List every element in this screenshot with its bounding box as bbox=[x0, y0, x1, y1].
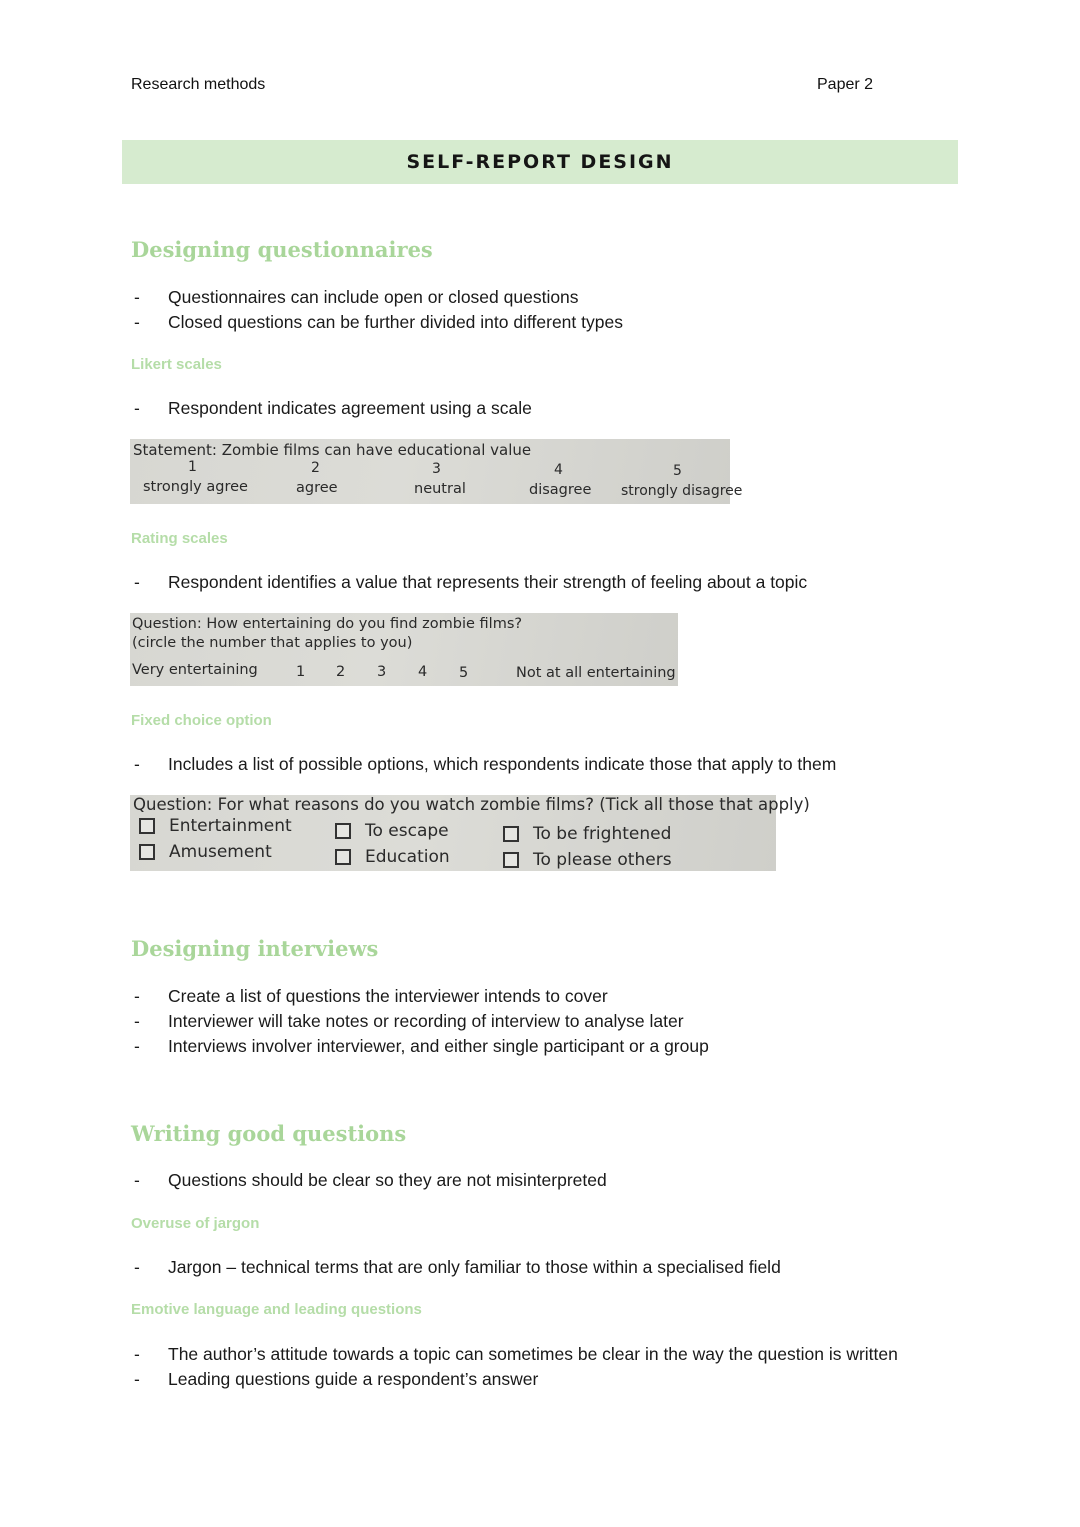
checkbox-icon bbox=[503, 826, 519, 842]
header-left: Research methods bbox=[131, 76, 266, 93]
option-row: To be frightened bbox=[503, 824, 671, 844]
subsection-title-fixed-choice: Fixed choice option bbox=[131, 712, 272, 729]
likert-statement: Statement: Zombie films can have educational value bbox=[133, 441, 532, 459]
rating-example-image bbox=[130, 613, 678, 686]
fixed-choice-example-image bbox=[130, 795, 810, 871]
fixed-choice-question: Question: For what reasons do you watch zombie films? (Tick all those that apply) bbox=[133, 795, 810, 814]
likert-num: 4 bbox=[554, 462, 563, 478]
rating-question: Question: How entertaining do you find zombie films? bbox=[132, 616, 523, 632]
likert-label: disagree bbox=[529, 482, 592, 498]
page-title: SELF-REPORT DESIGN bbox=[406, 151, 674, 173]
likert-label: neutral bbox=[414, 481, 466, 497]
checkbox-icon bbox=[139, 818, 155, 834]
rating-number: 3 bbox=[377, 664, 387, 680]
section-title-questionnaires: Designing questionnaires bbox=[131, 237, 433, 262]
rating-number: 5 bbox=[459, 665, 469, 681]
title-banner bbox=[122, 140, 958, 184]
checkbox-icon bbox=[139, 844, 155, 860]
rating-right-anchor: Not at all entertaining bbox=[516, 665, 676, 681]
section-title-interviews: Designing interviews bbox=[131, 936, 379, 961]
subsection-title-likert: Likert scales bbox=[131, 356, 222, 373]
option-row: Amusement bbox=[139, 842, 272, 862]
subsection-title-rating: Rating scales bbox=[131, 530, 228, 547]
option-row: Entertainment bbox=[139, 816, 292, 836]
section-title-good-questions: Writing good questions bbox=[131, 1121, 407, 1146]
likert-num: 1 bbox=[188, 459, 197, 475]
checkbox-icon bbox=[335, 823, 351, 839]
rating-number: 1 bbox=[296, 664, 306, 680]
likert-num: 5 bbox=[673, 463, 682, 479]
likert-label: strongly disagree bbox=[621, 483, 743, 499]
likert-example-image bbox=[130, 439, 743, 504]
subsection-title-jargon: Overuse of jargon bbox=[131, 1215, 260, 1232]
header-right: Paper 2 bbox=[817, 76, 874, 93]
rating-left-anchor: Very entertaining bbox=[132, 662, 258, 678]
option-row: Education bbox=[335, 847, 450, 867]
likert-num: 2 bbox=[311, 460, 320, 476]
option-row: To escape bbox=[335, 821, 449, 841]
rating-instruction: (circle the number that applies to you) bbox=[132, 635, 413, 651]
rating-number: 4 bbox=[418, 664, 428, 680]
rating-number: 2 bbox=[336, 664, 346, 680]
likert-num: 3 bbox=[432, 461, 441, 477]
likert-label: agree bbox=[296, 480, 338, 496]
subsection-title-emotive: Emotive language and leading questions bbox=[131, 1301, 422, 1318]
likert-label: strongly agree bbox=[143, 479, 248, 495]
checkbox-icon bbox=[335, 849, 351, 865]
option-row: To please others bbox=[503, 850, 672, 870]
checkbox-icon bbox=[503, 852, 519, 868]
